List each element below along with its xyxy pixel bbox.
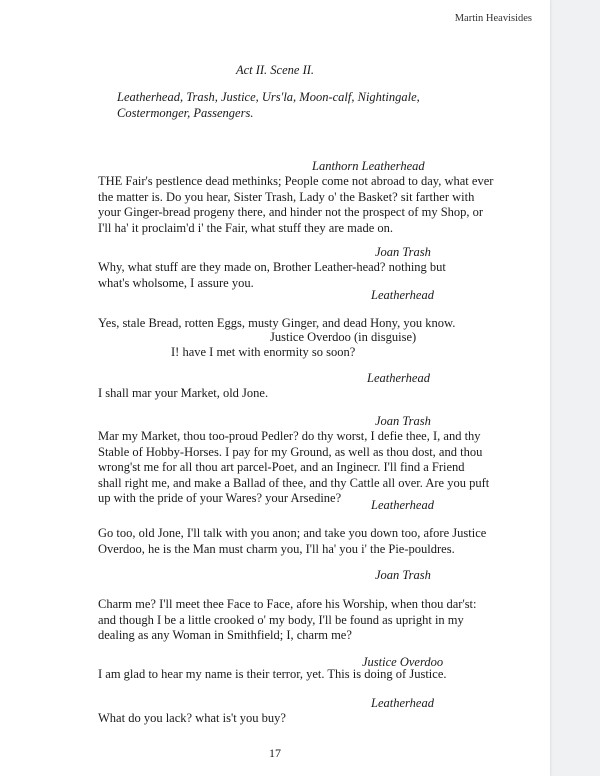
speech-text: Yes, stale Bread, rotten Eggs, musty Ginger, and dead Hony, you know. <box>98 316 456 330</box>
speaker-name: Justice Overdoo (in disguise) <box>270 330 417 344</box>
speech-text: I am glad to hear my name is their terror, yet. This is doing of Justice. <box>98 667 447 681</box>
dramatis-personae: Leatherhead, Trash, Justice, Urs'la, Moon-calf, Nightingale, Costermonger, Passengers. <box>117 90 420 120</box>
page-number: 17 <box>269 746 281 760</box>
speech-text: Go too, old Jone, I'll talk with you anon; and take you down too, afore Justice Overdoo, he is the Man must charm you, I'll ha' you i' the Pie-pouldres. <box>98 526 487 556</box>
speaker-name: Leatherhead <box>371 498 434 512</box>
speech-text: THE Fair's pestlence dead methinks; People come not abroad to day, what ever the matter is. Do you hear, Sister Trash, Lady o' the Basket? sit farther with your Ginger-bread progeny there, and hinder not the prospect of my Shop, or I'll ha' it proclaim'd i' the Fair, what stuff they are made on. <box>98 174 494 235</box>
speech-text: What do you lack? what is't you buy? <box>98 711 286 725</box>
speech-text: Why, what stuff are they made on, Brother Leather-head? nothing but what's wholsome, I assure you. <box>98 260 446 290</box>
speech-text: I! have I met with enormity so soon? <box>171 345 356 359</box>
running-header-author: Martin Heavisides <box>454 13 532 24</box>
speaker-name: Leatherhead <box>371 696 434 710</box>
speaker-name: Justice Overdoo <box>362 655 444 669</box>
speaker-name: Joan Trash <box>375 245 431 259</box>
speaker-name: Joan Trash <box>375 568 431 582</box>
speech-text: Charm me? I'll meet thee Face to Face, afore his Worship, when thou dar'st: and though I be a little crooked o' my body, I'll be found as upright in my dealing as any Woman in Smithfield; I, charm me? <box>98 597 477 643</box>
speaker-name: Leatherhead <box>371 288 434 302</box>
scene-title: Act II. Scene II. <box>235 63 315 77</box>
speaker-name: Joan Trash <box>375 414 431 428</box>
speech-text: Mar my Market, thou too-proud Pedler? do thy worst, I defie thee, I, and thy Stable of Hobby-Horses. I pay for my Ground, as well as thou dost, and thou wrong'st me for all thou art parcel-Poet, and an Inginecr. I'll find a Friend shall right me, and make a Ballad of thee, and thy Cattle all over. Are you puft up with the pride of your Wares? your Arsedine? <box>98 429 490 506</box>
speaker-name: Lanthorn Leatherhead <box>312 159 425 173</box>
speech-text: I shall mar your Market, old Jone. <box>98 386 269 400</box>
speaker-name: Leatherhead <box>367 371 430 385</box>
